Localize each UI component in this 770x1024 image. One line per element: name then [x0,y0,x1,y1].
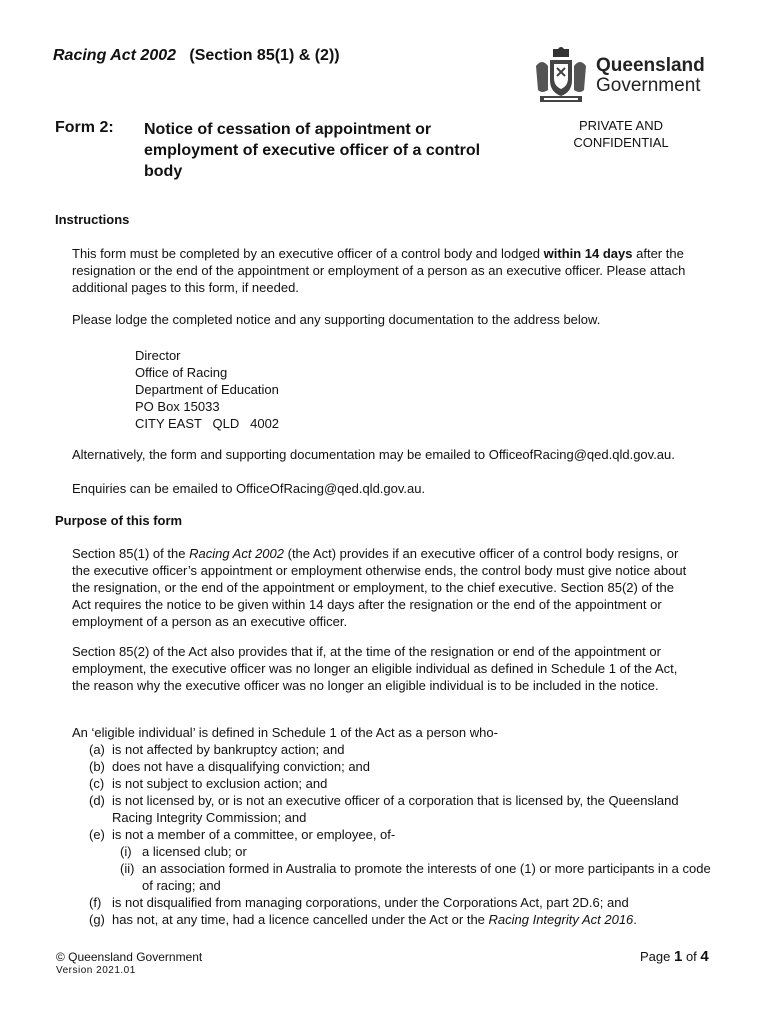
text-span: after the resignation or the end of the appointment or employment of a person as an executive officer. Please attach additional pages to this form, if needed. [72,246,686,295]
list-text: is not subject to exclusion action; and [112,776,328,791]
instructions-heading: Instructions [55,212,130,227]
copyright-notice: © Queensland Government [56,950,203,964]
page-of: of [682,949,701,964]
email-paragraph: Alternatively, the form and supporting documentation may be emailed to OfficeofRacing@qed.qld.gov.au. [72,447,675,462]
list-item [72,911,712,928]
address-line: Office of Racing [135,365,228,380]
list-marker: (i) [120,844,132,859]
list-item [72,758,712,775]
list-text: . [633,912,637,927]
act-title [53,47,340,65]
eligible-individual-definition [72,724,712,928]
address-line: PO Box 15033 [135,399,220,414]
act-reference: Racing Integrity Act 2016 [488,912,634,927]
act-name: Racing Act 2002 [53,47,177,64]
address-line: CITY EAST QLD 4002 [135,416,280,431]
list-text: does not have a disqualifying conviction; and [112,759,371,774]
instructions-paragraph-1 [72,245,712,296]
queensland-government-logo [530,44,710,106]
list-text: has not, at any time, had a licence cancelled under the Act or the [112,912,489,927]
page-current: 1 [673,948,683,965]
list-item [72,741,712,758]
purpose-paragraph-2: Section 85(2) of the Act also provides that if, at the time of the resignation or end of the appointment or employment, the executive officer was no longer an eligible individual as defined in Schedule 1 of the Act, the reason why the executive officer was no longer an eligible individual is to be included in the notice. [72,644,678,693]
list-text: is not licensed by, or is not an executive officer of a corporation that is licensed by, the Queensland Racing Integrity Commission; and [112,793,679,825]
text-span: This form must be completed by an executive officer of a control body and lodged [72,246,544,261]
list-marker: (d) [89,793,105,808]
address-line: Department of Education [135,382,279,397]
list-marker: (c) [89,776,105,791]
list-item [72,792,712,826]
list-marker: (ii) [120,861,135,876]
definition-intro: An ‘eligible individual’ is defined in Schedule 1 of the Act as a person who- [72,725,498,740]
act-reference: Racing Act 2002 [189,546,284,561]
text-span: (the Act) provides if an executive officer of a control body resigns, or the executive officer’s appointment or employment otherwise ends, the control body must give notice about the resignation, or the end of the appointment or employment, to the chief executive. Section 85(2) of the Act requires the notice to be given within 14 days after the resignation or the end of the appointment or employment of a person as an executive officer. [72,546,687,629]
version-label: Version 2021.01 [56,965,136,976]
list-item [72,775,712,792]
logo-line-2: Government [596,75,701,96]
list-text: is not affected by bankruptcy action; and [112,742,345,757]
sub-list-item [72,860,712,894]
list-item [72,894,712,911]
coat-of-arms-icon [530,44,592,106]
page-total: 4 [700,948,709,965]
postal-address [135,347,279,432]
list-marker: (f) [89,895,102,910]
classification-label: PRIVATE AND CONFIDENTIAL [573,118,669,150]
address-line: Director [135,348,181,363]
form-title: Notice of cessation of appointment or employment of executive officer of a control body [144,121,481,180]
list-marker: (b) [89,759,105,774]
sub-list-item [72,843,712,860]
act-section: (Section 85(1) & (2)) [189,47,340,64]
purpose-heading: Purpose of this form [55,513,183,528]
logo-line-1: Queensland [596,55,705,76]
list-marker: (e) [89,827,105,842]
page-label: Page [640,949,674,964]
form-number: Form 2: [55,119,114,136]
list-text: a licensed club; or [142,844,247,859]
list-marker: (g) [89,912,105,927]
list-text: an association formed in Australia to promote the interests of one (1) or more participants in a code of racing; and [142,861,711,893]
list-item [72,826,712,843]
enquiries-paragraph: Enquiries can be emailed to OfficeOfRacing@qed.qld.gov.au. [72,481,426,496]
footer-left [56,950,202,978]
deadline-emphasis: within 14 days [543,246,633,261]
purpose-paragraph-1 [72,545,692,630]
list-text: is not a member of a committee, or employee, of- [112,827,396,842]
instructions-paragraph-2: Please lodge the completed notice and any supporting documentation to the address below. [72,312,601,327]
text-span: Section 85(1) of the [72,546,190,561]
page-number [640,948,709,965]
list-marker: (a) [89,742,105,757]
list-text: is not disqualified from managing corporations, under the Corporations Act, part 2D.6; and [112,895,629,910]
